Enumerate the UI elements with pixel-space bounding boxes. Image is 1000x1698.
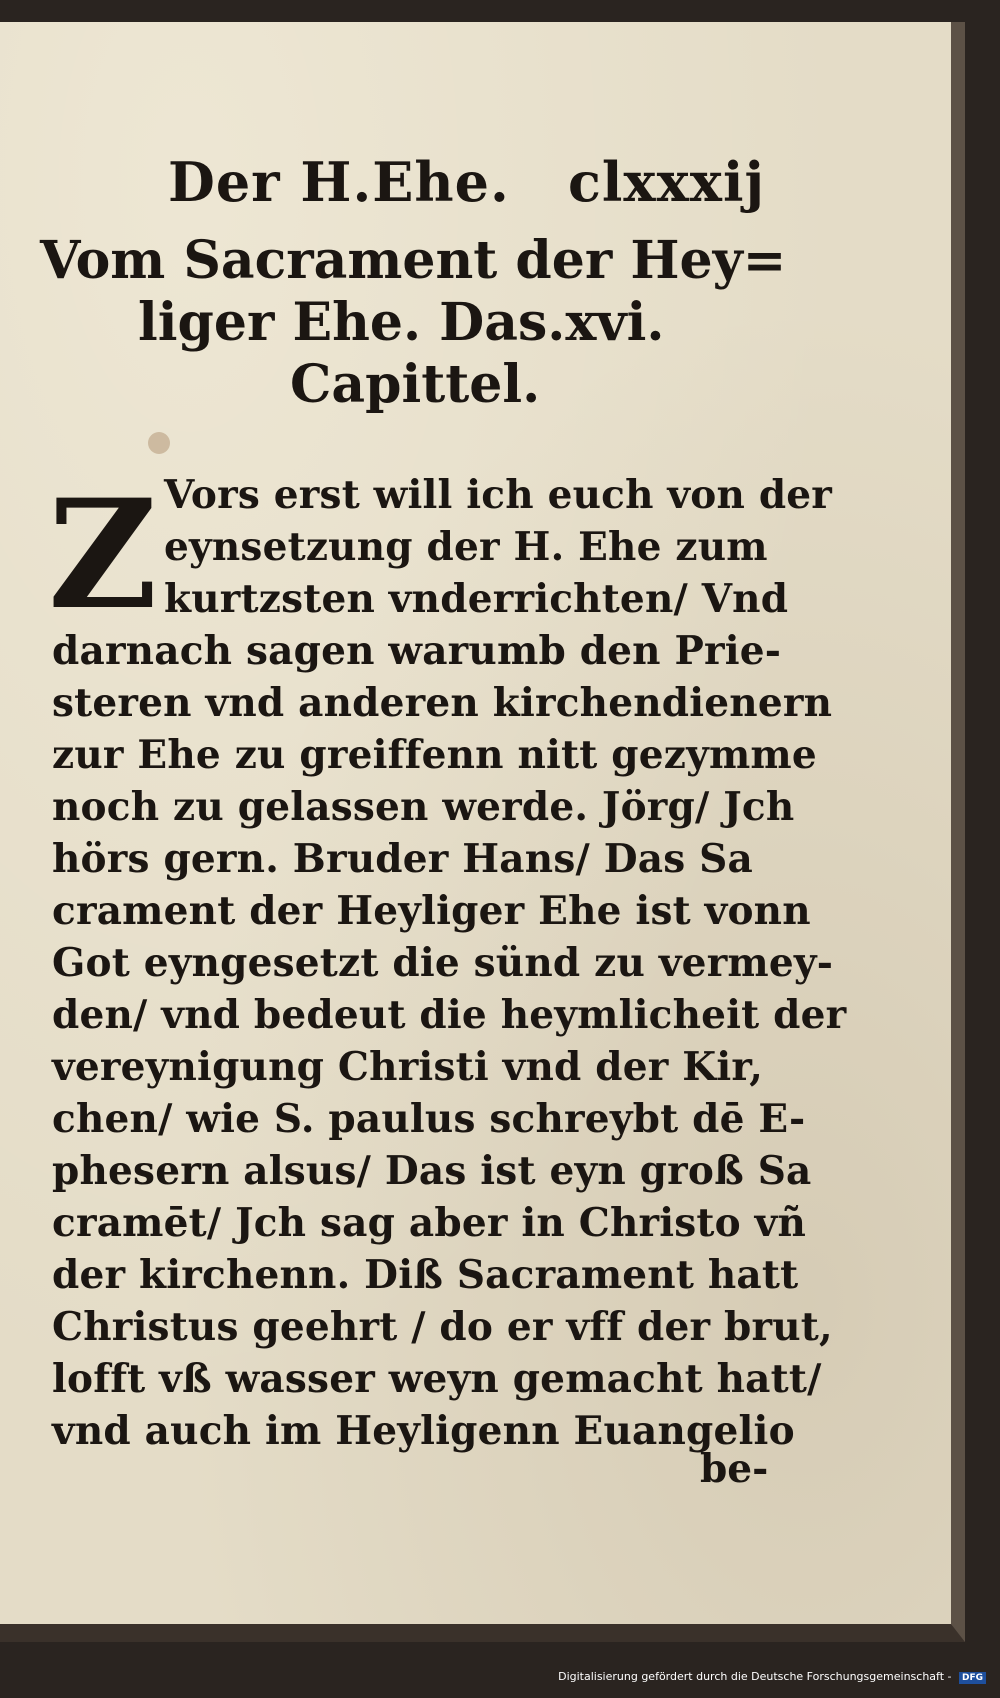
body-line: kurtzsten vnderrichten/ Vnd	[164, 576, 789, 622]
body-line: chen/ wie S. paulus schreybt dē E-	[52, 1096, 806, 1142]
body-line: crament der Heyliger Ehe ist vonn	[52, 888, 811, 934]
body-line: darnach sagen warumb den Prie-	[52, 628, 782, 674]
decorated-initial: Z	[48, 467, 158, 643]
body-line: vnd auch im Heyligenn Euangelio	[52, 1408, 795, 1454]
body-line: den/ vnd bedeut die heymlicheit der	[52, 992, 847, 1038]
chapter-title-line-1: Vom Sacrament der Hey=	[40, 230, 787, 291]
body-line: hörs gern. Bruder Hans/ Das Sa	[52, 836, 753, 882]
body-line: der kirchenn. Diß Sacrament hatt	[52, 1252, 799, 1298]
body-line: vereynigung Christi vnd der Kir,	[52, 1044, 764, 1090]
body-line: zur Ehe zu greiffenn nitt gezymme	[52, 732, 817, 778]
paper-stain	[148, 432, 170, 454]
page-header	[168, 150, 766, 214]
digitization-credit	[558, 1670, 986, 1684]
credit-text: Digitalisierung gefördert durch die Deutsche Forschungsgemeinschaft -	[558, 1670, 952, 1683]
body-line: phesern alsus/ Das ist eyn groß Sa	[52, 1148, 812, 1194]
body-line: cramēt/ Jch sag aber in Christo vñ	[52, 1200, 807, 1246]
body-line: Got eyngesetzt die sünd zu vermey-	[52, 940, 834, 986]
book-page	[0, 22, 965, 1642]
catchword: be-	[700, 1446, 769, 1492]
folio-number: clxxxij	[568, 150, 766, 214]
body-line: lofft vß wasser weyn gemacht hatt/	[52, 1356, 822, 1402]
dfg-logo: DFG	[959, 1672, 986, 1684]
running-title: Der H.Ehe.	[168, 150, 510, 214]
chapter-title-line-3: Capittel.	[290, 354, 541, 415]
chapter-title-line-2: liger Ehe. Das.xvi.	[138, 292, 665, 353]
body-line: Christus geehrt / do er vff der brut,	[52, 1304, 833, 1350]
body-line: steren vnd anderen kirchendienern	[52, 680, 833, 726]
body-line: eynsetzung der H. Ehe zum	[164, 524, 768, 570]
body-line: noch zu gelassen werde. Jörg/ Jch	[52, 784, 795, 830]
body-line: Vors erst will ich euch von der	[164, 472, 833, 518]
